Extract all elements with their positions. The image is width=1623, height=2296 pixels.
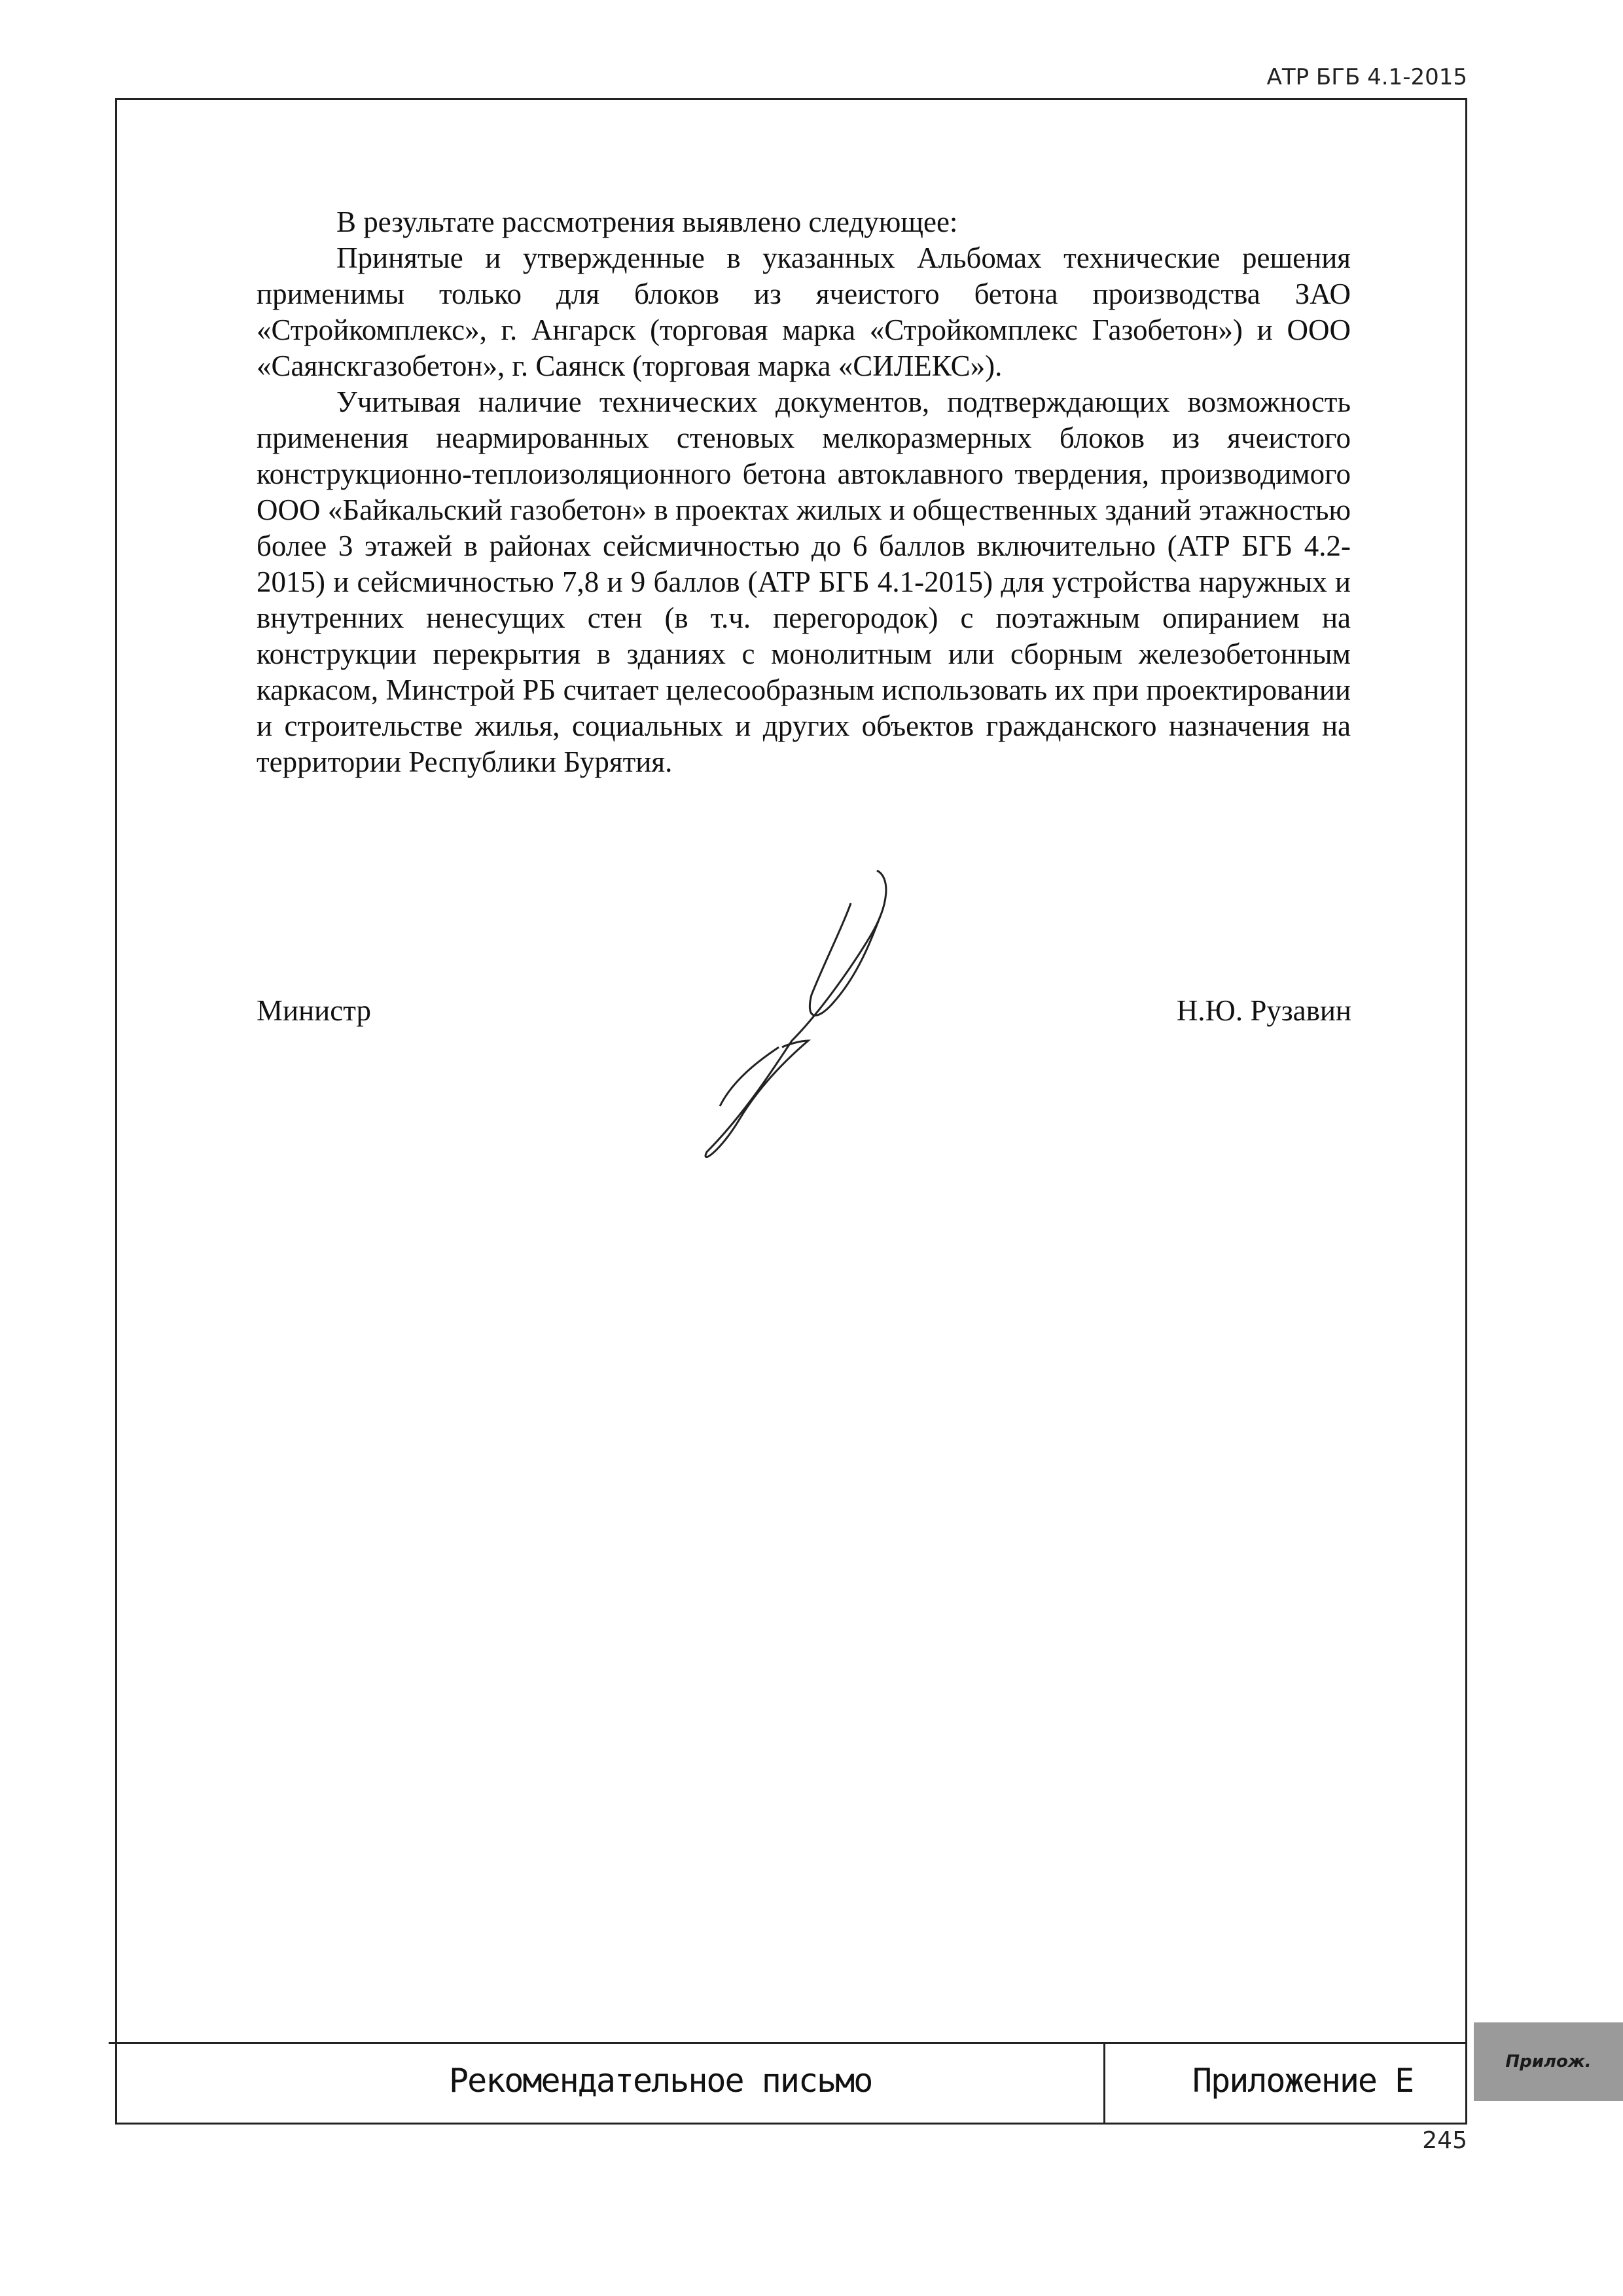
document-code: АТР БГБ 4.1-2015 xyxy=(1266,64,1467,90)
letter-body xyxy=(257,204,1351,780)
page-number: 245 xyxy=(1422,2127,1467,2154)
paragraph-1: Принятые и утвержденные в указанных Альбомах технические решения применимы только для блоков из ячеистого бетона производства ЗАО «Стройкомплекс», г. Ангарск (торговая марка «Стройкомплекс Газобетон») и ООО «Саянскгазобетон», г. Саянск (торговая марка «СИЛЕКС»). xyxy=(257,242,1351,382)
signatory-title: Министр xyxy=(257,994,371,1027)
annex-side-tab: Прилож. xyxy=(1474,2022,1623,2101)
footer-divider xyxy=(1103,2042,1105,2125)
paragraph-2: Учитывая наличие технических документов, подтверждающих возможность применения неармированных стеновых мелкоразмерных блоков из ячеистого конструкционно-теплоизоляционного бетона автоклавного твердения, производимого ООО «Байкальский газобетон» в проектах жилых и общественных зданий этажностью более 3 этажей в районах сейсмичностью до 6 баллов включительно (АТР БГБ 4.2-2015) и сейсмичностью 7,8 и 9 баллов (АТР БГБ 4.1-2015) для устройства наружных и внутренних ненесущих стен (в т.ч. перегородок) с поэтажным опиранием на конструкции перекрытия в зданиях с монолитным или сборным железобетонным каркасом, Минстрой РБ считает целесообразным использовать их при проектировании и строительстве жилья, социальных и других объектов гражданского назначения на территории Республики Бурятия. xyxy=(257,386,1351,778)
footer-document-title: Рекомендательное письмо xyxy=(449,2062,872,2100)
signatory-name: Н.Ю. Рузавин xyxy=(1176,994,1351,1027)
intro-line: В результате рассмотрения выявлено следующее: xyxy=(336,206,958,238)
handwritten-signature xyxy=(694,864,969,1165)
footer-annex-label: Приложение Е xyxy=(1192,2062,1414,2100)
footer-rule xyxy=(109,2042,1467,2044)
